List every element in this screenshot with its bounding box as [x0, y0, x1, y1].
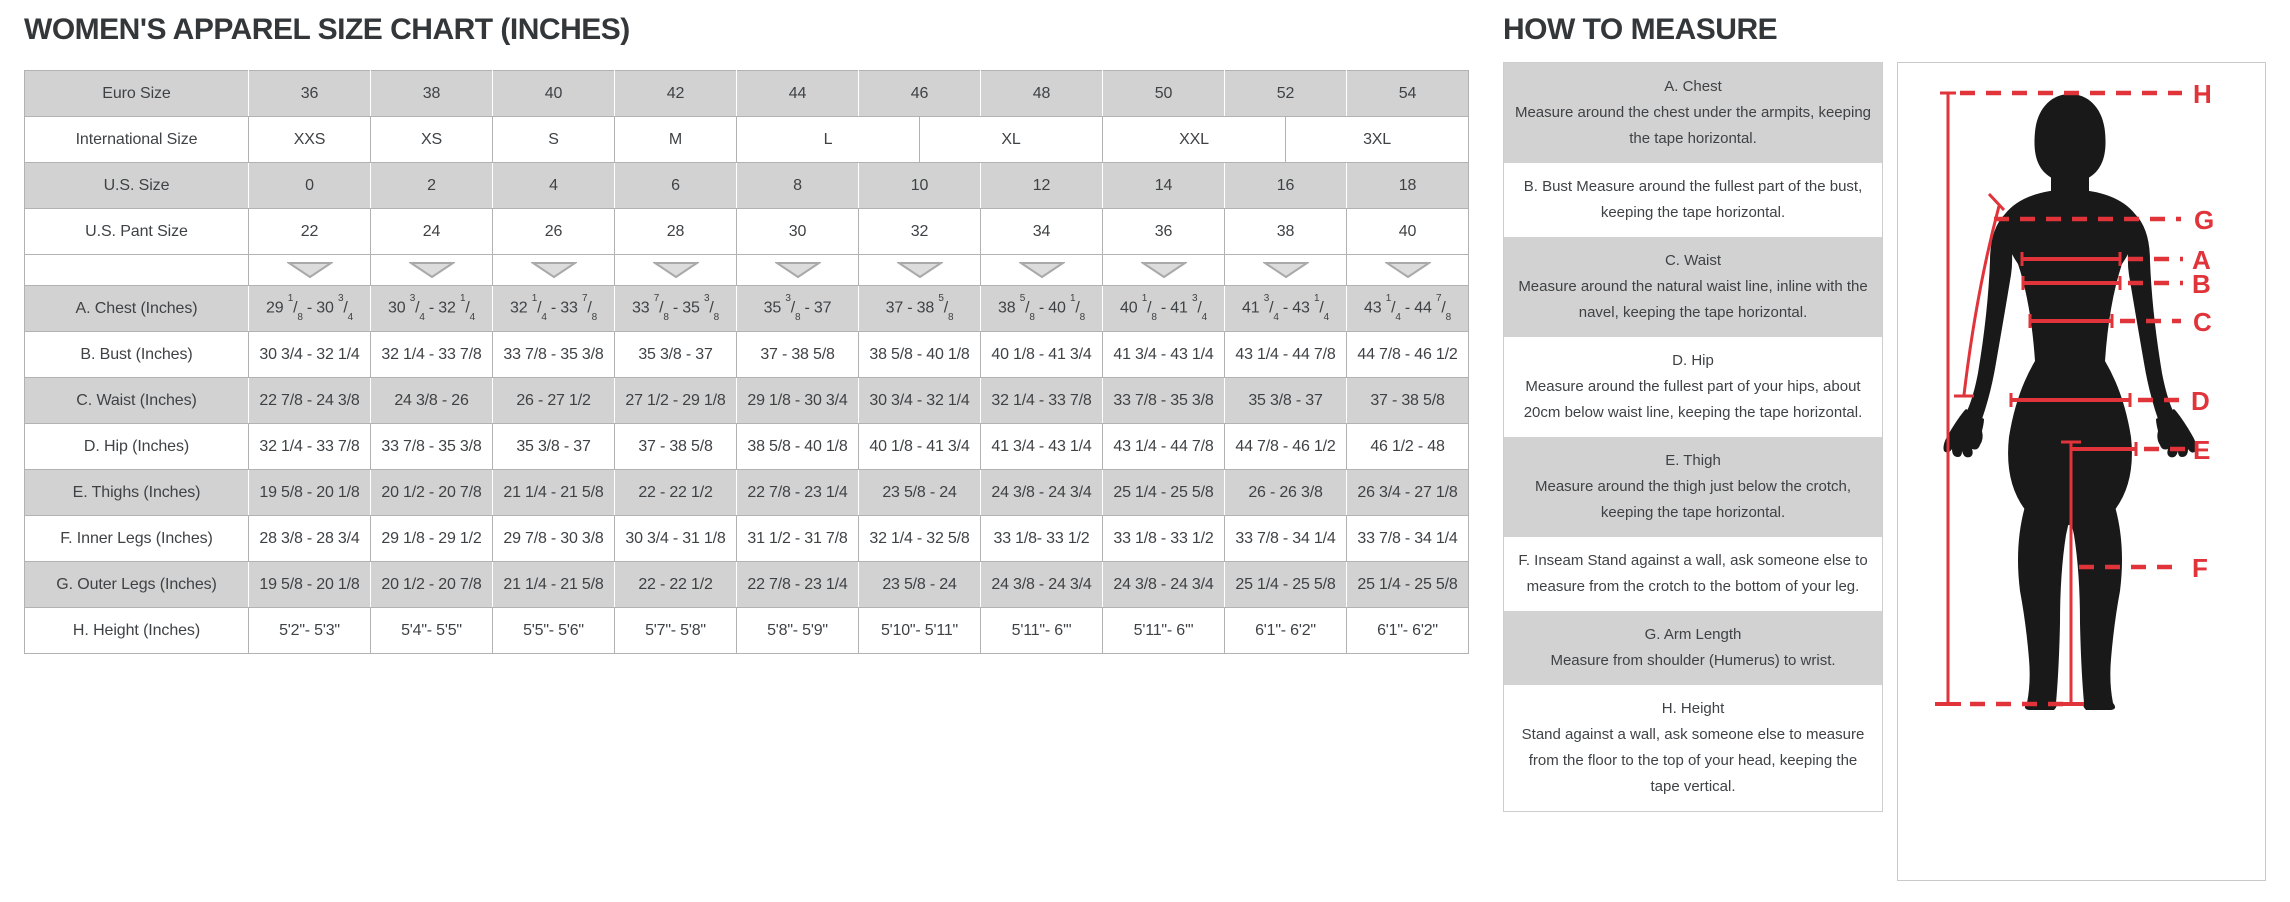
size-cell: 30: [737, 209, 859, 255]
measure-cell: 44 7/8 - 46 1/2: [1225, 424, 1347, 470]
figure-label-a: A: [2192, 245, 2211, 275]
size-cell: M: [615, 117, 737, 163]
arrow-row: [25, 255, 1469, 286]
size-cell: 42: [615, 71, 737, 117]
measure-cell: 29 $^1/_8 - 30$ $^3/_4$: [249, 286, 371, 332]
measure-cell: 37 - 38 5/8: [737, 332, 859, 378]
figure-label-b: B: [2192, 269, 2211, 299]
arrow-cell: [737, 255, 859, 286]
figure-labels: [2191, 79, 2214, 583]
measure-cell: 44 7/8 - 46 1/2: [1347, 332, 1469, 378]
measure-cell: 31 1/2 - 31 7/8: [737, 516, 859, 562]
measure-cell: 19 5/8 - 20 1/8: [249, 562, 371, 608]
measure-cell: 32 1/4 - 33 7/8: [249, 424, 371, 470]
measure-section-text: A. Chest Measure around the chest under the armpits, keeping the tape horizontal.: [1514, 74, 1872, 152]
measure-section-g-arm-length: [1504, 611, 1882, 685]
measure-cell: 19 5/8 - 20 1/8: [249, 470, 371, 516]
measure-row-e-thighs-inches: [25, 470, 1469, 516]
size-cell: XL: [920, 117, 1103, 163]
down-triangle-icon: [531, 261, 577, 279]
size-cell: 52: [1225, 71, 1347, 117]
size-cell: 3XL: [1286, 117, 1469, 163]
size-cell: 24: [371, 209, 493, 255]
measure-cell: 37 - 38 5/8: [1347, 378, 1469, 424]
measure-cell: 22 7/8 - 23 1/4: [737, 470, 859, 516]
arrow-cell: [1103, 255, 1225, 286]
measure-row-a-chest-inches: [25, 286, 1469, 332]
size-cell: XXS: [249, 117, 371, 163]
measure-cell: 32 1/4 - 33 7/8: [981, 378, 1103, 424]
measure-cell: 26 - 27 1/2: [493, 378, 615, 424]
measure-cell: 22 7/8 - 24 3/8: [249, 378, 371, 424]
measure-cell: 33 1/8 - 33 1/2: [1103, 516, 1225, 562]
size-cell: 36: [1103, 209, 1225, 255]
measure-cell: 22 7/8 - 23 1/4: [737, 562, 859, 608]
row-label-b-bust-inches: B. Bust (Inches): [25, 332, 249, 378]
measure-section-heading: B. Bust: [1523, 178, 1573, 195]
header-row-u-s-pant-size: [25, 209, 1469, 255]
size-cell: 12: [981, 163, 1103, 209]
arrow-cell: [249, 255, 371, 286]
measure-cell: 29 1/8 - 30 3/4: [737, 378, 859, 424]
measure-section-heading: D. Hip: [1672, 352, 1714, 369]
size-cell: 8: [737, 163, 859, 209]
measure-cell: 32 $^1/_4 - 33$ $^7/_8$: [493, 286, 615, 332]
measure-cell: 5'8"- 5'9": [737, 608, 859, 654]
measure-cell: 21 1/4 - 21 5/8: [493, 562, 615, 608]
size-chart-title: WOMEN'S APPAREL SIZE CHART (INCHES): [24, 13, 630, 46]
size-cell: 2: [371, 163, 493, 209]
measure-cell: 5'7"- 5'8": [615, 608, 737, 654]
measure-cell: 30 $^3/_4 - 32$ $^1/_4$: [371, 286, 493, 332]
measure-row-d-hip-inches: [25, 424, 1469, 470]
arrow-cell: [981, 255, 1103, 286]
measure-cell: 41 3/4 - 43 1/4: [981, 424, 1103, 470]
row-label-d-hip-inches: D. Hip (Inches): [25, 424, 249, 470]
row-label-c-waist-inches: C. Waist (Inches): [25, 378, 249, 424]
measure-section-heading: A. Chest: [1664, 78, 1722, 95]
how-to-measure-panel: [1503, 62, 1883, 812]
measure-section-text: B. Bust Measure around the fullest part of the bust, keeping the tape horizontal.: [1523, 178, 1863, 221]
measure-cell: 41 3/4 - 43 1/4: [1103, 332, 1225, 378]
measure-section-text: H. Height Stand against a wall, ask someone else to measure from the floor to the top of your head, keeping the tape vertical.: [1514, 696, 1872, 800]
measure-cell: 29 1/8 - 29 1/2: [371, 516, 493, 562]
measure-row-f-inner-legs-inches: [25, 516, 1469, 562]
measure-cell: 38 5/8 - 40 1/8: [859, 332, 981, 378]
measure-cell: 24 3/8 - 24 3/4: [1103, 562, 1225, 608]
figure-label-d: D: [2191, 386, 2210, 416]
measure-section-h-height: [1504, 685, 1882, 811]
figure-label-c: C: [2193, 307, 2212, 337]
down-triangle-icon: [1263, 261, 1309, 279]
measure-cell: 6'1"- 6'2": [1225, 608, 1347, 654]
measure-cell: 35 3/8 - 37: [493, 424, 615, 470]
measure-cell: 38 $^5/_8 - 40$ $^1/_8$: [981, 286, 1103, 332]
measure-cell: 5'10"- 5'11": [859, 608, 981, 654]
measure-cell: 41 $^3/_4 - 43$ $^1/_4$: [1225, 286, 1347, 332]
measure-cell: 43 $^1/_4 - 44$ $^7/_8$: [1347, 286, 1469, 332]
measure-section-text: C. Waist Measure around the natural waist line, inline with the navel, keeping the tape horizontal.: [1514, 248, 1872, 326]
arrow-cell: [859, 255, 981, 286]
size-cell: 32: [859, 209, 981, 255]
row-label-h-height-inches: H. Height (Inches): [25, 608, 249, 654]
measure-cell: 5'5"- 5'6": [493, 608, 615, 654]
down-triangle-icon: [897, 261, 943, 279]
measure-cell: 33 $^7/_8 - 35$ $^3/_8$: [615, 286, 737, 332]
measure-section-f-inseam: [1504, 537, 1882, 611]
down-triangle-icon: [409, 261, 455, 279]
measure-cell: 35 3/8 - 37: [1225, 378, 1347, 424]
measure-cell: 5'2"- 5'3": [249, 608, 371, 654]
header-row-euro-size: [25, 71, 1469, 117]
measure-cell: 22 - 22 1/2: [615, 562, 737, 608]
measure-row-h-height-inches: [25, 608, 1469, 654]
size-cell: 18: [1347, 163, 1469, 209]
row-label-spacer: [25, 255, 249, 286]
measure-cell: 24 3/8 - 24 3/4: [981, 470, 1103, 516]
measure-cell: 22 - 22 1/2: [615, 470, 737, 516]
header-row-international-size: [25, 117, 1469, 163]
size-cell: 14: [1103, 163, 1225, 209]
size-cell: 40: [1347, 209, 1469, 255]
row-label-u-s-size: U.S. Size: [25, 163, 249, 209]
measure-cell: 5'4"- 5'5": [371, 608, 493, 654]
measure-cell: 38 5/8 - 40 1/8: [737, 424, 859, 470]
measure-section-heading: F. Inseam: [1518, 552, 1584, 569]
row-label-f-inner-legs-inches: F. Inner Legs (Inches): [25, 516, 249, 562]
measure-section-e-thigh: [1504, 437, 1882, 537]
measure-row-b-bust-inches: [25, 332, 1469, 378]
measure-cell: 40 $^1/_8 - 41$ $^3/_4$: [1103, 286, 1225, 332]
size-cell: 40: [493, 71, 615, 117]
size-cell: 16: [1225, 163, 1347, 209]
measurement-figure-svg: [1898, 63, 2265, 880]
size-cell: 26: [493, 209, 615, 255]
measure-cell: 33 7/8 - 35 3/8: [493, 332, 615, 378]
measure-cell: 37 - 38 5/8: [615, 424, 737, 470]
measure-cell: 25 1/4 - 25 5/8: [1347, 562, 1469, 608]
size-cell: 38: [371, 71, 493, 117]
size-chart-table: [24, 70, 1469, 654]
header-row-u-s-size: [25, 163, 1469, 209]
size-cell: 48: [981, 71, 1103, 117]
measure-cell: 33 1/8- 33 1/2: [981, 516, 1103, 562]
down-triangle-icon: [1141, 261, 1187, 279]
measure-cell: 33 7/8 - 35 3/8: [371, 424, 493, 470]
size-cell: 4: [493, 163, 615, 209]
measure-cell: 27 1/2 - 29 1/8: [615, 378, 737, 424]
measure-cell: 33 7/8 - 35 3/8: [1103, 378, 1225, 424]
size-cell: 6: [615, 163, 737, 209]
figure-label-e: E: [2193, 435, 2211, 465]
measure-section-text: E. Thigh Measure around the thigh just below the crotch, keeping the tape horizontal.: [1514, 448, 1872, 526]
row-label-euro-size: Euro Size: [25, 71, 249, 117]
row-label-international-size: International Size: [25, 117, 249, 163]
measure-cell: 37 - 38 $^5/_8$: [859, 286, 981, 332]
size-cell: XXL: [1103, 117, 1286, 163]
measure-section-d-hip: [1504, 337, 1882, 437]
size-cell: 54: [1347, 71, 1469, 117]
measure-section-b-bust: [1504, 163, 1882, 237]
measure-cell: 26 3/4 - 27 1/8: [1347, 470, 1469, 516]
arrow-cell: [1347, 255, 1469, 286]
size-cell: L: [737, 117, 920, 163]
measure-cell: 32 1/4 - 32 5/8: [859, 516, 981, 562]
size-cell: 46: [859, 71, 981, 117]
measure-cell: 40 1/8 - 41 3/4: [859, 424, 981, 470]
arrow-cell: [1225, 255, 1347, 286]
row-label-e-thighs-inches: E. Thighs (Inches): [25, 470, 249, 516]
measure-cell: 35 $^3/_8 - 37$: [737, 286, 859, 332]
measure-cell: 30 3/4 - 31 1/8: [615, 516, 737, 562]
size-cell: 36: [249, 71, 371, 117]
figure-label-f: F: [2192, 553, 2208, 583]
down-triangle-icon: [775, 261, 821, 279]
how-to-measure-title: HOW TO MEASURE: [1503, 13, 1778, 46]
measure-row-g-outer-legs-inches: [25, 562, 1469, 608]
arrow-cell: [615, 255, 737, 286]
measure-cell: 6'1"- 6'2": [1347, 608, 1469, 654]
down-triangle-icon: [653, 261, 699, 279]
measure-cell: 40 1/8 - 41 3/4: [981, 332, 1103, 378]
measure-cell: 23 5/8 - 24: [859, 562, 981, 608]
measure-cell: 20 1/2 - 20 7/8: [371, 470, 493, 516]
measure-cell: 5'11"- 6'": [981, 608, 1103, 654]
size-cell: 34: [981, 209, 1103, 255]
size-cell: 50: [1103, 71, 1225, 117]
row-label-a-chest-inches: A. Chest (Inches): [25, 286, 249, 332]
measurement-figure: [1897, 62, 2266, 881]
size-cell: 44: [737, 71, 859, 117]
figure-label-g: G: [2194, 205, 2215, 235]
size-cell: XS: [371, 117, 493, 163]
measure-cell: 46 1/2 - 48: [1347, 424, 1469, 470]
measure-cell: 32 1/4 - 33 7/8: [371, 332, 493, 378]
measure-section-heading: E. Thigh: [1665, 452, 1721, 469]
measure-cell: 21 1/4 - 21 5/8: [493, 470, 615, 516]
measure-cell: 29 7/8 - 30 3/8: [493, 516, 615, 562]
size-cell: 22: [249, 209, 371, 255]
down-triangle-icon: [1385, 261, 1431, 279]
down-triangle-icon: [1019, 261, 1065, 279]
measure-cell: 25 1/4 - 25 5/8: [1103, 470, 1225, 516]
measure-cell: 28 3/8 - 28 3/4: [249, 516, 371, 562]
size-cell: 28: [615, 209, 737, 255]
down-triangle-icon: [287, 261, 333, 279]
measure-section-text: G. Arm Length Measure from shoulder (Humerus) to wrist.: [1514, 622, 1872, 674]
size-cell: 0: [249, 163, 371, 209]
size-cell: 38: [1225, 209, 1347, 255]
measure-section-text: D. Hip Measure around the fullest part of your hips, about 20cm below waist line, keeping the tape horizontal.: [1514, 348, 1872, 426]
measure-section-a-chest: [1504, 63, 1882, 163]
measure-cell: 43 1/4 - 44 7/8: [1225, 332, 1347, 378]
measure-cell: 26 - 26 3/8: [1225, 470, 1347, 516]
measure-section-heading: H. Height: [1661, 700, 1725, 717]
measure-cell: 33 7/8 - 34 1/4: [1225, 516, 1347, 562]
arrow-cell: [371, 255, 493, 286]
measure-cell: 43 1/4 - 44 7/8: [1103, 424, 1225, 470]
arrow-cell: [493, 255, 615, 286]
size-cell: S: [493, 117, 615, 163]
measure-cell: 30 3/4 - 32 1/4: [859, 378, 981, 424]
row-label-u-s-pant-size: U.S. Pant Size: [25, 209, 249, 255]
measure-cell: 23 5/8 - 24: [859, 470, 981, 516]
measure-cell: 20 1/2 - 20 7/8: [371, 562, 493, 608]
measure-section-text: F. Inseam Stand against a wall, ask someone else to measure from the crotch to the bottom of your leg.: [1518, 552, 1868, 595]
size-cell: 10: [859, 163, 981, 209]
measure-cell: 25 1/4 - 25 5/8: [1225, 562, 1347, 608]
measure-cell: 33 7/8 - 34 1/4: [1347, 516, 1469, 562]
figure-label-h: H: [2193, 79, 2212, 109]
measure-cell: 24 3/8 - 26: [371, 378, 493, 424]
measure-cell: 24 3/8 - 24 3/4: [981, 562, 1103, 608]
measure-row-c-waist-inches: [25, 378, 1469, 424]
measure-section-heading: C. Waist: [1664, 252, 1722, 269]
measure-section-c-waist: [1504, 237, 1882, 337]
measure-section-heading: G. Arm Length: [1644, 626, 1742, 643]
row-label-g-outer-legs-inches: G. Outer Legs (Inches): [25, 562, 249, 608]
measure-cell: 35 3/8 - 37: [615, 332, 737, 378]
measure-cell: 5'11"- 6'": [1103, 608, 1225, 654]
measure-cell: 30 3/4 - 32 1/4: [249, 332, 371, 378]
